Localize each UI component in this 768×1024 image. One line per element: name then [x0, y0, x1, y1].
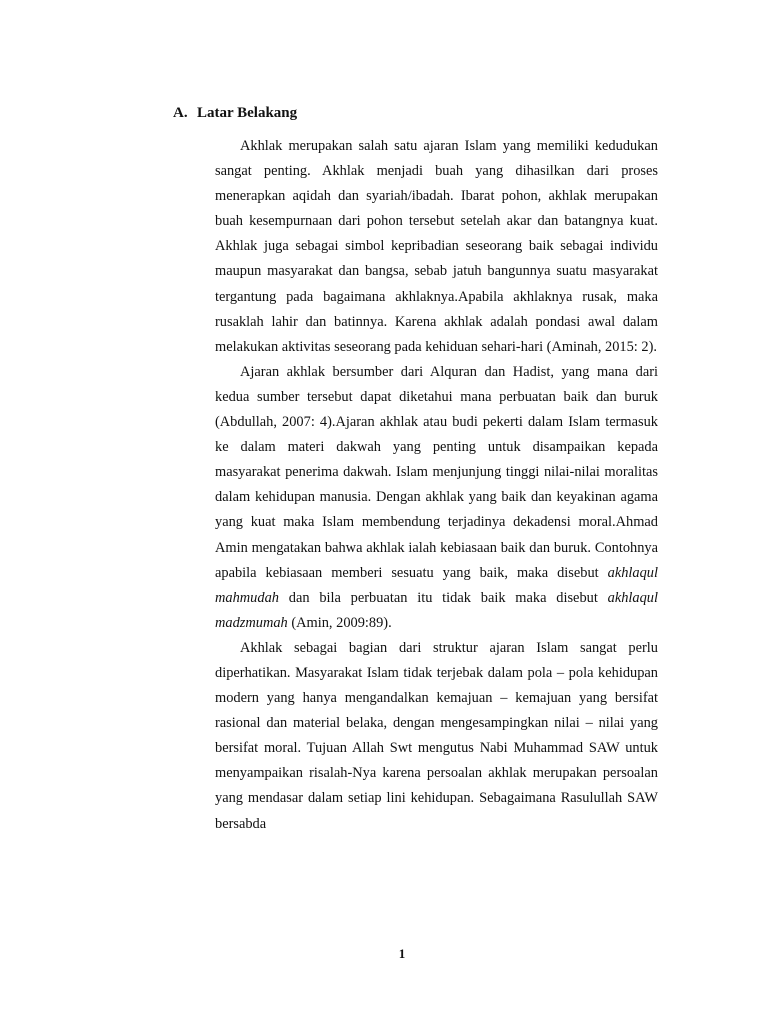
- paragraph-2-part-2: dan bila perbuatan itu tidak baik maka disebut: [278, 589, 608, 606]
- italic-term-madzmumah: akhlaqul madzmumah: [215, 589, 658, 631]
- body-text: [215, 134, 658, 837]
- paragraph-1: Akhlak merupakan salah satu ajaran Islam yang memiliki kedudukan sangat penting. Akhlak menjadi buah yang dihasilkan dari proses menerapkan aqidah dan syariah/ibadah. Ibarat pohon, akhlak merupakan buah kesempurnaan dari pohon tersebut setelah akar dan batangnya kuat. Akhlak juga sebagai simbol kepribadian seseorang baik sebagai individu maupun masyarakat dan bangsa, sebab jatuh bangunnya suatu masyarakat tergantung pada bagaimana akhlaknya.Apabila akhlaknya rusak, maka rusaklah lahir dan batinnya. Karena akhlak adalah pondasi awal dalam melakukan aktivitas seseorang pada kehiduan sehari-hari (Aminah, 2015: 2).: [215, 138, 658, 355]
- section-title: Latar Belakang: [197, 105, 298, 121]
- page-number: 1: [398, 946, 406, 961]
- section-number: A.: [173, 105, 188, 121]
- paragraph-2-part-1: Ajaran akhlak bersumber dari Alquran dan Hadist, yang mana dari kedua sumber tersebut dapat diketahui mana perbuatan baik dan buruk (Abdullah, 2007: 4).Ajaran akhlak atau budi pekerti dalam Islam termasuk ke dalam materi dakwah yang penting untuk disampaikan kepada masyarakat penerima dakwah. Islam menjunjung tinggi nilai-nilai moralitas dalam kehidupan manusia. Dengan akhlak yang baik dan keyakinan agama yang kuat maka Islam membendung terjadinya dekadensi moral.Ahmad Amin mengatakan bahwa akhlak ialah kebiasaan baik dan buruk. Contohnya apabila kebiasaan memberi sesuatu yang baik, maka disebut: [215, 363, 658, 581]
- paragraph-2: [215, 360, 658, 636]
- paragraph-2-part-3: (Amin, 2009:89).: [287, 614, 392, 631]
- paragraph-3: Akhlak sebagai bagian dari struktur ajaran Islam sangat perlu diperhatikan. Masyarakat Islam tidak terjebak dalam pola – pola kehidupan modern yang hanya mengandalkan kemajuan – kemajuan yang bersifat rasional dan material belaka, dengan mengesampingkan nilai – nilai yang bersifat moral. Tujuan Allah Swt mengutus Nabi Muhammad SAW untuk menyampaikan risalah-Nya karena persoalan akhlak merupakan persoalan yang mendasar dalam setiap lini kehidupan. Sebagaimana Rasulullah SAW bersabda: [215, 639, 658, 832]
- italic-term-mahmudah: akhlaqul mahmudah: [215, 564, 658, 606]
- section-heading: [173, 103, 297, 123]
